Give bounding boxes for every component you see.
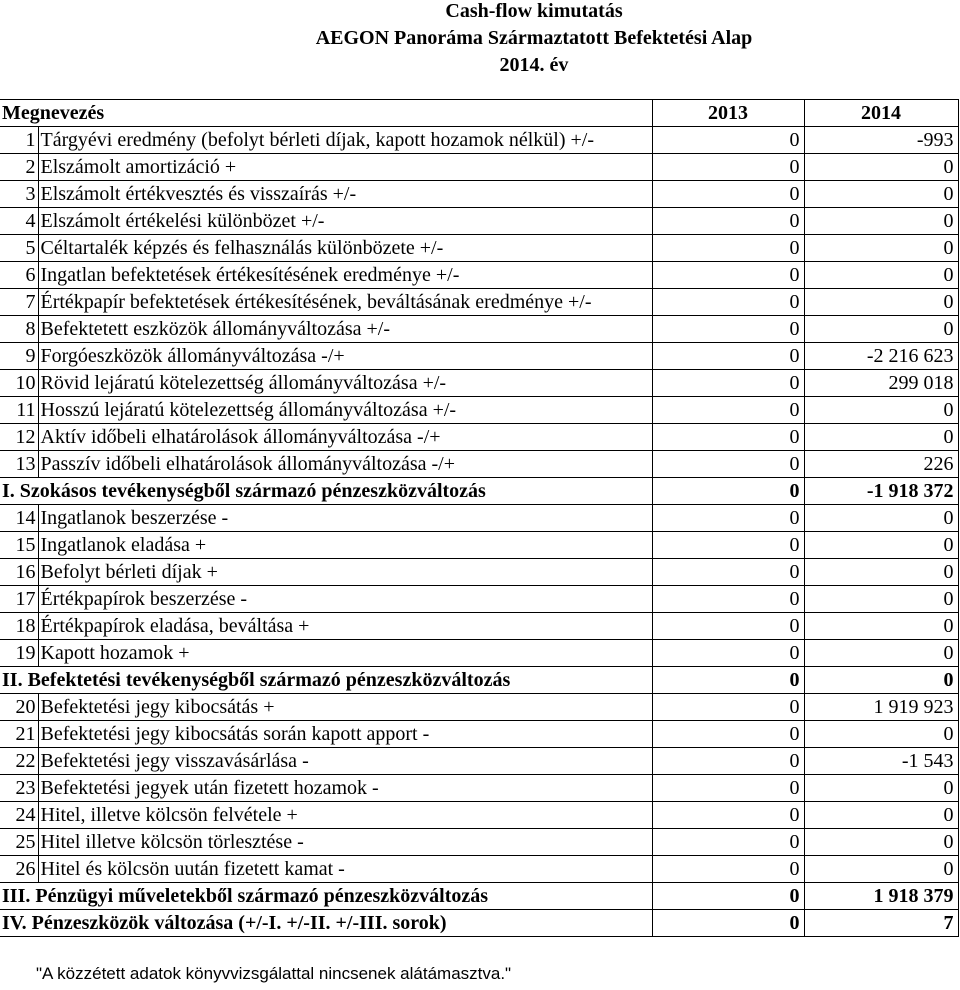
row-label: Ingatlan befektetések értékesítésének eredménye +/- [38, 262, 652, 289]
value-2013: 0 [652, 343, 804, 370]
table-row [0, 235, 958, 262]
table-row [0, 343, 958, 370]
value-2013: 0 [652, 127, 804, 154]
row-label: Elszámolt értékelési különbözet +/- [38, 208, 652, 235]
footnote: "A közzétett adatok könyvvizsgálattal nincsenek alátámasztva." [36, 964, 512, 983]
row-label: Aktív időbeli elhatárolások állományváltozása -/+ [38, 424, 652, 451]
value-2014: 0 [804, 532, 958, 559]
value-2014: -993 [804, 127, 958, 154]
value-2014: 0 [804, 181, 958, 208]
value-2013: 0 [652, 154, 804, 181]
row-label: Hitel, illetve kölcsön felvétele + [38, 802, 652, 829]
row-label: Befektetési jegyek után fizetett hozamok - [38, 775, 652, 802]
value-2013: 0 [652, 640, 804, 667]
value-2014: 0 [804, 262, 958, 289]
table-header-row [0, 100, 958, 127]
table-row [0, 532, 958, 559]
row-number: 9 [0, 343, 38, 370]
value-2013: 0 [652, 424, 804, 451]
value-2013: 0 [652, 262, 804, 289]
row-label: Céltartalék képzés és felhasználás különbözete +/- [38, 235, 652, 262]
table-row [0, 397, 958, 424]
report-titles [0, 0, 960, 79]
value-2014: 299 018 [804, 370, 958, 397]
row-label: Hitel és kölcsön uután fizetett kamat - [38, 856, 652, 883]
table-row [0, 424, 958, 451]
row-label: Ingatlanok eladása + [38, 532, 652, 559]
table-row [0, 829, 958, 856]
value-2014: 0 [804, 505, 958, 532]
row-label: Rövid lejáratú kötelezettség állományváltozása +/- [38, 370, 652, 397]
value-2014: 226 [804, 451, 958, 478]
row-label: Passzív időbeli elhatárolások állományváltozása -/+ [38, 451, 652, 478]
value-2013: 0 [652, 316, 804, 343]
value-2014: 1 918 379 [804, 883, 958, 910]
row-number: 19 [0, 640, 38, 667]
value-2014: 0 [804, 154, 958, 181]
value-2013: 0 [652, 775, 804, 802]
report-year: 2014. év [499, 54, 569, 76]
row-number: 20 [0, 694, 38, 721]
value-2013: 0 [652, 208, 804, 235]
value-2013: 0 [652, 802, 804, 829]
table-row [0, 775, 958, 802]
subtotal-row [0, 667, 958, 694]
table-row [0, 586, 958, 613]
row-number: 15 [0, 532, 38, 559]
table-row [0, 559, 958, 586]
row-label: Befektetett eszközök állományváltozása +/- [38, 316, 652, 343]
value-2014: 0 [804, 289, 958, 316]
table-row [0, 208, 958, 235]
table-row [0, 451, 958, 478]
value-2014: 0 [804, 586, 958, 613]
row-number: 7 [0, 289, 38, 316]
row-number: 12 [0, 424, 38, 451]
value-2013: 0 [652, 289, 804, 316]
value-2013: 0 [652, 478, 804, 505]
row-number: 5 [0, 235, 38, 262]
value-2014: 1 919 923 [804, 694, 958, 721]
row-number: 4 [0, 208, 38, 235]
row-number: 10 [0, 370, 38, 397]
subtotal-row [0, 910, 958, 937]
report-title: Cash-flow kimutatás [445, 0, 623, 22]
row-number: 6 [0, 262, 38, 289]
value-2013: 0 [652, 910, 804, 937]
value-2014: -1 543 [804, 748, 958, 775]
row-number: 22 [0, 748, 38, 775]
value-2014: 0 [804, 397, 958, 424]
row-number: 25 [0, 829, 38, 856]
row-number: 24 [0, 802, 38, 829]
value-2014: -1 918 372 [804, 478, 958, 505]
table-row [0, 370, 958, 397]
row-number: 18 [0, 613, 38, 640]
value-2014: 0 [804, 316, 958, 343]
row-number: 13 [0, 451, 38, 478]
value-2014: 0 [804, 802, 958, 829]
row-label: Ingatlanok beszerzése - [38, 505, 652, 532]
value-2013: 0 [652, 370, 804, 397]
value-2014: 0 [804, 721, 958, 748]
row-label: Elszámolt amortizáció + [38, 154, 652, 181]
header-year-2014: 2014 [804, 100, 958, 127]
value-2013: 0 [652, 667, 804, 694]
header-label: Megnevezés [0, 100, 652, 127]
row-number: 3 [0, 181, 38, 208]
subtotal-label: I. Szokásos tevékenységből származó pénzeszközváltozás [0, 478, 652, 505]
table-row [0, 640, 958, 667]
row-number: 16 [0, 559, 38, 586]
value-2013: 0 [652, 721, 804, 748]
value-2013: 0 [652, 748, 804, 775]
value-2013: 0 [652, 613, 804, 640]
value-2013: 0 [652, 181, 804, 208]
row-label: Értékpapírok beszerzése - [38, 586, 652, 613]
value-2013: 0 [652, 586, 804, 613]
subtotal-label: IV. Pénzeszközök változása (+/-I. +/-II. +/-III. sorok) [0, 910, 652, 937]
value-2014: 0 [804, 640, 958, 667]
table-row [0, 721, 958, 748]
value-2014: 0 [804, 208, 958, 235]
table-row [0, 316, 958, 343]
value-2013: 0 [652, 694, 804, 721]
row-number: 14 [0, 505, 38, 532]
fund-name: AEGON Panoráma Származtatott Befektetési Alap [315, 27, 753, 49]
value-2013: 0 [652, 397, 804, 424]
row-label: Hitel illetve kölcsön törlesztése - [38, 829, 652, 856]
value-2014: 0 [804, 775, 958, 802]
value-2013: 0 [652, 451, 804, 478]
row-number: 11 [0, 397, 38, 424]
row-label: Forgóeszközök állományváltozása -/+ [38, 343, 652, 370]
value-2013: 0 [652, 856, 804, 883]
value-2013: 0 [652, 829, 804, 856]
subtotal-label: II. Befektetési tevékenységből származó pénzeszközváltozás [0, 667, 652, 694]
value-2014: 0 [804, 613, 958, 640]
table-row [0, 613, 958, 640]
row-label: Értékpapír befektetések értékesítésének, beváltásának eredménye +/- [38, 289, 652, 316]
row-label: Elszámolt értékvesztés és visszaírás +/- [38, 181, 652, 208]
row-number: 17 [0, 586, 38, 613]
row-label: Befolyt bérleti díjak + [38, 559, 652, 586]
table-row [0, 127, 958, 154]
row-number: 26 [0, 856, 38, 883]
value-2013: 0 [652, 883, 804, 910]
row-number: 8 [0, 316, 38, 343]
row-label: Tárgyévi eredmény (befolyt bérleti díjak, kapott hozamok nélkül) +/- [38, 127, 652, 154]
table-row [0, 289, 958, 316]
value-2014: 0 [804, 856, 958, 883]
value-2014: 0 [804, 667, 958, 694]
row-label: Befektetési jegy kibocsátás során kapott apport - [38, 721, 652, 748]
value-2014: 0 [804, 829, 958, 856]
table-row [0, 856, 958, 883]
cash-flow-table [0, 99, 959, 937]
row-number: 2 [0, 154, 38, 181]
value-2014: -2 216 623 [804, 343, 958, 370]
value-2014: 0 [804, 559, 958, 586]
subtotal-row [0, 883, 958, 910]
table-row [0, 181, 958, 208]
subtotal-label: III. Pénzügyi műveletekből származó pénzeszközváltozás [0, 883, 652, 910]
value-2014: 7 [804, 910, 958, 937]
value-2013: 0 [652, 505, 804, 532]
table-row [0, 262, 958, 289]
table-row [0, 694, 958, 721]
row-label: Kapott hozamok + [38, 640, 652, 667]
table-row [0, 154, 958, 181]
row-label: Befektetési jegy visszavásárlása - [38, 748, 652, 775]
value-2014: 0 [804, 235, 958, 262]
row-label: Befektetési jegy kibocsátás + [38, 694, 652, 721]
row-number: 1 [0, 127, 38, 154]
value-2013: 0 [652, 532, 804, 559]
value-2013: 0 [652, 559, 804, 586]
header-year-2013: 2013 [652, 100, 804, 127]
value-2014: 0 [804, 424, 958, 451]
table-row [0, 802, 958, 829]
row-label: Hosszú lejáratú kötelezettség állományváltozása +/- [38, 397, 652, 424]
table-row [0, 505, 958, 532]
row-number: 23 [0, 775, 38, 802]
value-2013: 0 [652, 235, 804, 262]
subtotal-row [0, 478, 958, 505]
row-label: Értékpapírok eladása, beváltása + [38, 613, 652, 640]
table-row [0, 748, 958, 775]
row-number: 21 [0, 721, 38, 748]
